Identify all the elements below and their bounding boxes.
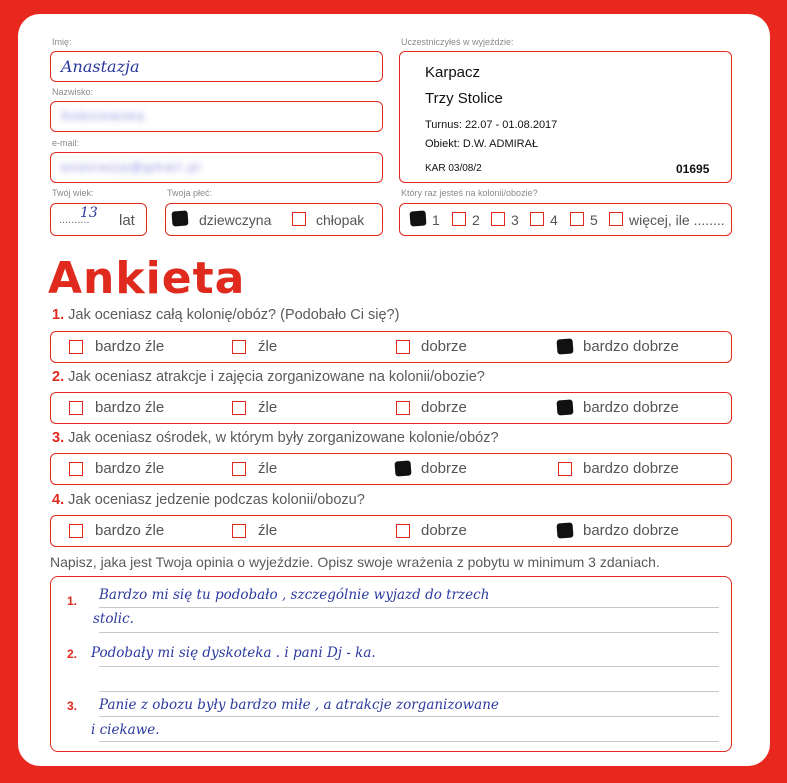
q1-dobrze-checkbox[interactable] [396,340,410,354]
times-field [399,203,732,236]
q1-bardzo-dobrze-checkbox[interactable] [556,338,573,354]
opinion-prompt: Napisz, jaka jest Twoja opinia o wyjeździe. Opisz swoje wrażenia z pobytu w minimum 3 zdaniach. [50,554,660,570]
ruled-line [99,607,719,608]
q1-zle-checkbox[interactable] [232,340,246,354]
times-1-checkbox[interactable] [409,210,426,226]
q2-dobrze-label: dobrze [421,399,467,416]
camp-number: 01695 [676,162,710,176]
times-label: Który raz jesteś na kolonii/obozie? [401,188,538,198]
q2-zle-label: źle [258,399,278,416]
q1-dobrze-label: dobrze [421,338,467,355]
name-field[interactable] [50,51,383,82]
opinion-number-2: 2. [67,647,78,661]
q3-bardzo-dobrze-checkbox[interactable] [558,462,572,476]
q2-bardzo-dobrze-label: bardzo dobrze [583,399,679,416]
q4-bardzo-zle-checkbox[interactable] [69,524,83,538]
gender-male-checkbox[interactable] [292,212,306,226]
q3-dobrze-checkbox[interactable] [394,460,411,476]
times-5-label: 5 [590,212,598,228]
q3-dobrze-label: dobrze [421,460,467,477]
question-4-number: 4. [52,492,65,508]
ruled-line [99,716,719,717]
ruled-line [99,632,719,633]
q1-zle-label: źle [258,338,278,355]
question-2-options [50,392,732,424]
camp-obiekt: Obiekt: D.W. ADMIRAŁ [425,138,539,150]
participated-label: Uczestniczyłeś w wyjeździe: [401,37,514,47]
question-2-text: Jak oceniasz atrakcje i zajęcia zorganizowane na kolonii/obozie? [68,369,485,385]
survey-title: Ankieta [48,253,246,304]
camp-program: Trzy Stolice [425,90,503,107]
q4-zle-checkbox[interactable] [232,524,246,538]
opinion-line-2: Podobały mi się dyskoteka . i pani Dj - ka. [91,645,376,661]
question-3-options [50,453,732,485]
question-3 [52,430,499,446]
times-3-label: 3 [511,212,519,228]
times-4-checkbox[interactable] [530,212,544,226]
question-4 [52,492,365,508]
q4-bardzo-dobrze-checkbox[interactable] [556,522,573,538]
camp-code: KAR 03/08/2 [425,163,482,174]
camp-info-box [399,51,732,183]
age-value: 13 [80,205,98,221]
name-value: Anastazja [61,57,140,76]
q1-bardzo-dobrze-label: bardzo dobrze [583,338,679,355]
times-more-checkbox[interactable] [609,212,623,226]
q1-bardzo-zle-checkbox[interactable] [69,340,83,354]
question-1-number: 1. [52,307,65,323]
times-4-label: 4 [550,212,558,228]
q3-bardzo-dobrze-label: bardzo dobrze [583,460,679,477]
camp-turnus: Turnus: 22.07 - 01.08.2017 [425,119,558,131]
question-1-options [50,331,732,363]
email-label: e-mail: [52,138,80,148]
times-5-checkbox[interactable] [570,212,584,226]
age-unit: lat [119,212,135,229]
opinion-line-3b: i ciekawe. [91,722,160,738]
question-1-text: Jak oceniasz całą kolonię/obóz? (Podobało Ci się?) [68,307,400,323]
ruled-line [99,666,719,667]
q2-zle-checkbox[interactable] [232,401,246,415]
opinion-line-1b: stolic. [93,611,134,627]
opinion-number-3: 3. [67,699,78,713]
age-dots: .......... [59,214,90,226]
surname-field[interactable] [50,101,383,132]
times-more-label: więcej, ile ........ [629,212,725,228]
surname-value-redacted: Sobolewska [61,109,146,123]
q4-dobrze-label: dobrze [421,522,467,539]
times-1-label: 1 [432,212,440,228]
camp-location: Karpacz [425,64,481,81]
question-2 [52,369,485,385]
question-1 [52,307,399,323]
opinion-line-1a: Bardzo mi się tu podobało , szczególnie wyjazd do trzech [99,587,490,603]
q3-bardzo-zle-label: bardzo źle [95,460,165,477]
gender-female-checkbox[interactable] [171,210,188,226]
question-3-number: 3. [52,430,65,446]
q2-dobrze-checkbox[interactable] [396,401,410,415]
times-2-checkbox[interactable] [452,212,466,226]
q4-bardzo-dobrze-label: bardzo dobrze [583,522,679,539]
question-4-text: Jak oceniasz jedzenie podczas kolonii/obozu? [68,492,365,508]
email-value-redacted: anastazja@gmail.pl [61,160,202,174]
q2-bardzo-dobrze-checkbox[interactable] [556,399,573,415]
age-label: Twój wiek: [52,188,94,198]
q1-bardzo-zle-label: bardzo źle [95,338,165,355]
opinion-textarea[interactable] [50,576,732,752]
opinion-line-3a: Panie z obozu były bardzo miłe , a atrakcje zorganizowane [99,697,499,713]
surname-label: Nazwisko: [52,87,94,97]
gender-female-label: dziewczyna [199,212,272,228]
q4-zle-label: źle [258,522,278,539]
times-3-checkbox[interactable] [491,212,505,226]
q4-dobrze-checkbox[interactable] [396,524,410,538]
ruled-line [99,691,719,692]
q4-bardzo-zle-label: bardzo źle [95,522,165,539]
gender-field [165,203,383,236]
age-field[interactable] [50,203,147,236]
q2-bardzo-zle-checkbox[interactable] [69,401,83,415]
question-3-text: Jak oceniasz ośrodek, w którym były zorganizowane kolonie/obóz? [68,430,499,446]
gender-label: Twoja płeć: [167,188,213,198]
q2-bardzo-zle-label: bardzo źle [95,399,165,416]
ruled-line [99,741,719,742]
times-2-label: 2 [472,212,480,228]
q3-bardzo-zle-checkbox[interactable] [69,462,83,476]
email-field[interactable] [50,152,383,183]
q3-zle-label: źle [258,460,278,477]
q3-zle-checkbox[interactable] [232,462,246,476]
name-label: Imię: [52,37,72,47]
question-2-number: 2. [52,369,65,385]
gender-male-label: chłopak [316,212,365,228]
question-4-options [50,515,732,547]
opinion-number-1: 1. [67,594,78,608]
